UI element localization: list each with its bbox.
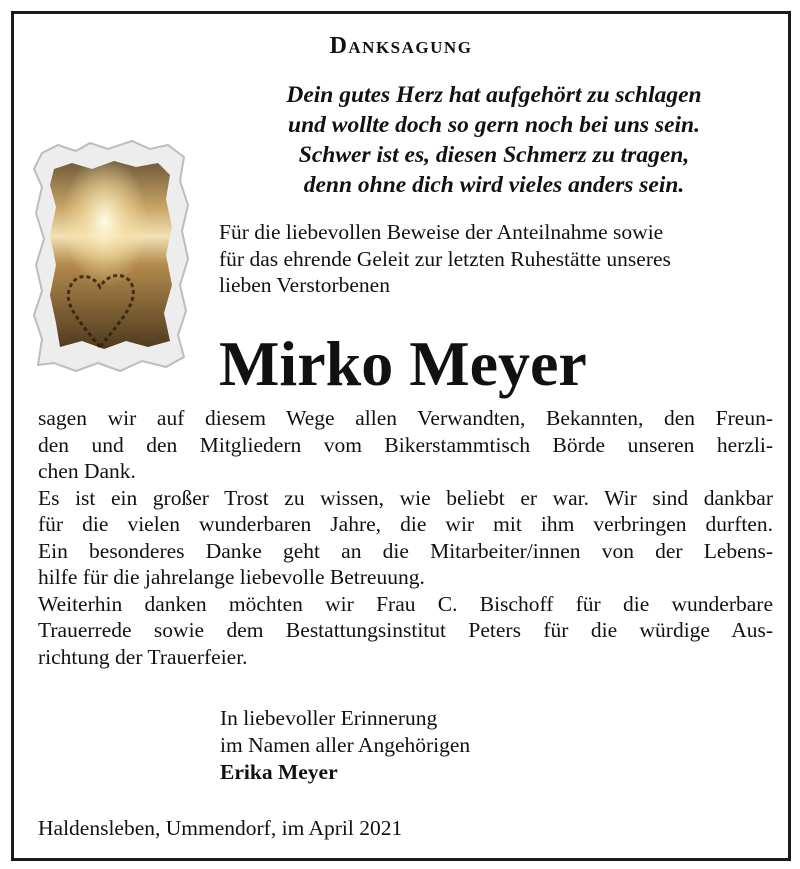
body-line: den und den Mitgliedern vom Bikerstammtisch Börde unseren herzli-	[38, 432, 773, 457]
poem-line: Schwer ist es, diesen Schmerz zu tragen,	[298, 142, 690, 168]
poem-line: Dein gutes Herz hat aufgehört zu schlagen	[286, 82, 702, 108]
obituary-notice	[11, 11, 791, 861]
body-line: Ein besonderes Danke geht an die Mitarbeiter/innen von der Lebens-	[38, 538, 773, 563]
intro-line: Für die liebevollen Beweise der Anteilnahme sowie	[219, 220, 664, 244]
closing-block	[220, 705, 470, 786]
body-line: hilfe für die jahrelange liebevolle Betreuung.	[38, 565, 425, 589]
intro-text	[219, 219, 779, 299]
intro-line: für das ehrende Geleit zur letzten Ruhestätte unseres	[219, 246, 671, 271]
body-line: richtung der Trauerfeier.	[38, 644, 248, 669]
notice-title: Danksagung	[329, 33, 473, 59]
body-line: sagen wir auf diesem Wege allen Verwandten, Bekannten, den Freun-	[38, 406, 773, 430]
body-line: Trauerrede sowie dem Bestattungsinstitut Peters für die würdige Aus-	[38, 618, 773, 642]
place-date: Haldensleben, Ummendorf, im April 2021	[38, 816, 403, 840]
body-line: chen Dank.	[38, 459, 136, 483]
closing-line: In liebevoller Erinnerung	[220, 706, 438, 730]
intro-line: lieben Verstorbenen	[219, 273, 390, 297]
body-line: Es ist ein großer Trost zu wissen, wie beliebt er war. Wir sind dankbar	[38, 485, 773, 510]
poem	[234, 80, 754, 200]
signer-name: Erika Meyer	[220, 760, 338, 784]
body-text	[38, 405, 773, 670]
deceased-name: Mirko Meyer	[219, 328, 587, 399]
body-line: für die vielen wunderbaren Jahre, die wir mit ihm verbringen durften.	[38, 512, 773, 536]
heart-in-sand-photo	[28, 135, 198, 375]
poem-line: und wollte doch so gern noch bei uns sein.	[288, 112, 700, 138]
body-line: Weiterhin danken möchten wir Frau C. Bischoff für die wunderbare	[38, 591, 773, 616]
poem-line: denn ohne dich wird vieles anders sein.	[303, 172, 685, 198]
closing-line: im Namen aller Angehörigen	[220, 733, 471, 757]
